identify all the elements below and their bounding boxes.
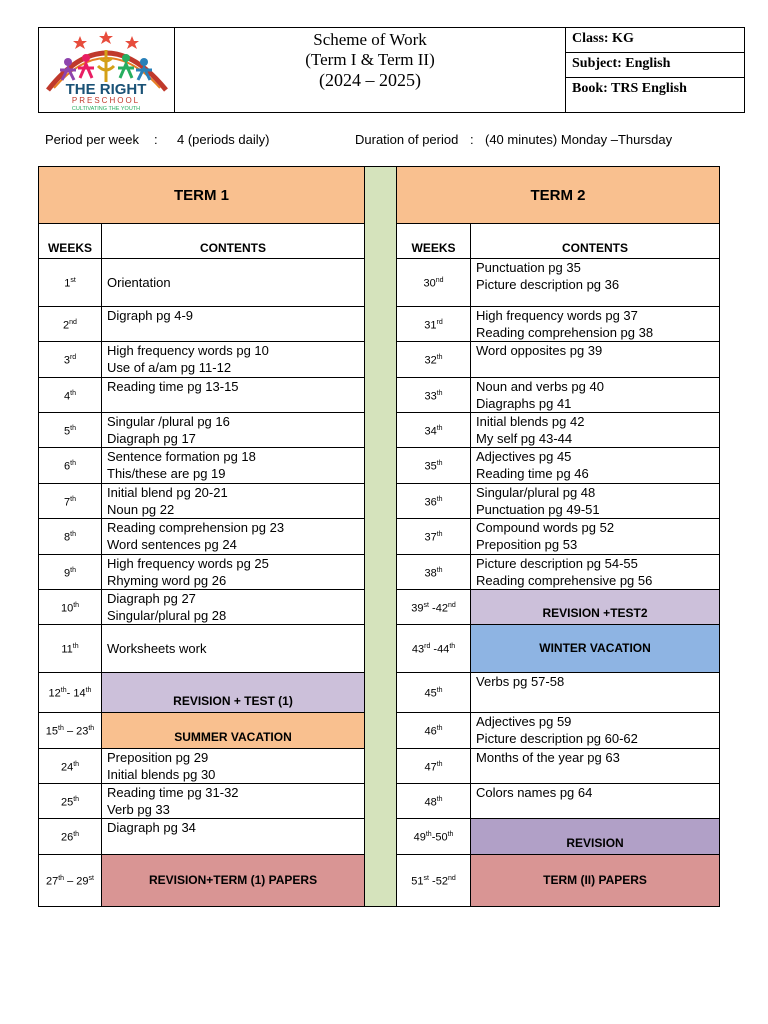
term2-week-cell [397, 590, 471, 625]
term2-event-cell: REVISION [471, 819, 720, 855]
week-number: 6 [64, 460, 71, 473]
content-line: Singular/plural pg 28 [107, 608, 227, 623]
content-line: Digraph pg 4-9 [107, 308, 193, 323]
content-line: High frequency words pg 25 [107, 556, 269, 571]
content-line: Noun and verbs pg 40 [476, 379, 604, 394]
week-number: 43 [411, 643, 425, 656]
term2-week-cell [397, 625, 471, 673]
term2-week-cell [397, 307, 471, 342]
week-number: 48 [424, 796, 437, 809]
week-suffix: th [436, 354, 443, 362]
week-number: – 23 [63, 725, 89, 738]
content-line: Verb pg 33 [107, 802, 170, 817]
week-number: - 14 [66, 687, 86, 700]
logo-tagline: CULTIVATING THE YOUTH [71, 106, 141, 112]
week-number: 37 [424, 531, 437, 544]
term2-event-cell: TERM (II) PAPERS [471, 855, 720, 907]
content-line: Verbs pg 57-58 [476, 674, 565, 689]
period-label: Period per week [45, 132, 139, 147]
term-divider [365, 167, 397, 907]
week-number: 39 [411, 602, 424, 615]
term1-contents-cell [102, 413, 365, 448]
content-line: Punctuation pg 49-51 [476, 502, 600, 517]
week-suffix: th [70, 389, 76, 397]
term1-contents-cell [102, 484, 365, 519]
term2-week-cell [397, 784, 471, 819]
content-line: Word opposites pg 39 [476, 343, 603, 358]
period-separator: : [154, 132, 158, 147]
week-suffix: th [73, 760, 80, 768]
week-suffix: th [85, 687, 92, 695]
term1-week-cell [39, 259, 102, 307]
week-number: -44 [430, 643, 450, 656]
week-suffix: th [436, 725, 443, 733]
week-number: 11 [61, 643, 73, 656]
week-number: 35 [424, 460, 437, 473]
content-line: Picture description pg 60-62 [476, 731, 638, 746]
content-line: Singular/plural pg 48 [476, 485, 596, 500]
content-line: Diagraphs pg 41 [476, 396, 572, 411]
term1-week-cell [39, 413, 102, 448]
content-line: Reading time pg 46 [476, 466, 589, 481]
term2-contents-cell [471, 784, 720, 819]
term2-week-cell [397, 555, 471, 590]
week-suffix: rd [69, 354, 77, 362]
duration-separator: : [470, 132, 474, 147]
term2-contents-cell [471, 673, 720, 713]
week-number: 49 [413, 831, 426, 844]
term2-week-cell [397, 819, 471, 855]
content-line: Rhyming word pg 26 [107, 573, 227, 588]
week-suffix: th [60, 687, 67, 695]
week-number: 33 [424, 390, 437, 403]
term1-contents-cell [102, 448, 365, 484]
term1-event-cell: SUMMER VACATION [102, 713, 365, 749]
term2-week-cell [397, 342, 471, 378]
content-line: Picture description pg 36 [476, 277, 620, 292]
term1-event-cell: REVISION + TEST (1) [102, 673, 365, 713]
title-line-1: Scheme of Work [313, 30, 427, 49]
content-line: Diagraph pg 17 [107, 431, 196, 446]
term1-contents-cell [102, 749, 365, 784]
term1-week-cell [39, 378, 102, 413]
week-number: 10 [60, 602, 74, 615]
term2-week-cell [397, 673, 471, 713]
title-line-2: (Term I & Term II) [305, 50, 435, 69]
term2-contents-header: CONTENTS [471, 224, 720, 259]
week-number: 4 [64, 390, 71, 403]
book-label: Book: TRS English [572, 81, 687, 96]
class-label: Class: KG [566, 28, 744, 53]
term1-title: TERM 1 [39, 167, 365, 224]
week-suffix: th [449, 643, 456, 651]
week-suffix: th [436, 795, 443, 803]
term1-week-cell [39, 342, 102, 378]
week-suffix: st [70, 277, 76, 285]
week-suffix: nd [69, 318, 77, 326]
term2-week-cell [397, 484, 471, 519]
week-suffix: th [436, 460, 443, 468]
term2-week-cell [397, 448, 471, 484]
scheme-table [38, 166, 720, 907]
week-number: 5 [64, 425, 71, 438]
header-table [38, 27, 745, 113]
term1-contents-cell [102, 307, 365, 342]
term2-week-cell [397, 259, 471, 307]
term1-contents-cell [102, 819, 365, 855]
logo-cell [39, 28, 175, 113]
term2-contents-cell [471, 484, 720, 519]
week-number: 26 [60, 831, 74, 844]
term2-contents-cell [471, 713, 720, 749]
content-line: Colors names pg 64 [476, 785, 593, 800]
content-line: This/these are pg 19 [107, 466, 226, 481]
term1-week-cell [39, 307, 102, 342]
term1-week-cell [39, 749, 102, 784]
term2-week-cell [397, 713, 471, 749]
term2-contents-cell [471, 519, 720, 555]
term2-title: TERM 2 [397, 167, 720, 224]
duration-value: (40 minutes) Monday –Thursday [485, 132, 673, 147]
term1-week-cell [39, 590, 102, 625]
week-suffix: th [436, 760, 443, 768]
week-number: -50 [431, 831, 448, 844]
week-number: 38 [424, 567, 437, 580]
term2-contents-cell [471, 259, 720, 307]
week-suffix: st [88, 875, 94, 883]
week-number: -52 [428, 875, 448, 888]
content-line: Reading comprehensive pg 56 [476, 573, 653, 588]
week-number: -42 [428, 602, 448, 615]
week-suffix: th [70, 424, 76, 432]
week-suffix: nd [447, 875, 456, 883]
logo-top-text: THE RIGHT [65, 81, 147, 98]
week-suffix: th [73, 795, 80, 803]
term2-week-cell [397, 413, 471, 448]
week-number: 15 [45, 725, 59, 738]
week-number: 34 [424, 425, 437, 438]
content-line: High frequency words pg 10 [107, 343, 269, 358]
term1-week-cell [39, 625, 102, 673]
week-suffix: th [436, 424, 443, 432]
week-suffix: th [73, 831, 80, 839]
term2-contents-cell [471, 378, 720, 413]
term1-contents-cell [102, 555, 365, 590]
subject-label: Subject: English [566, 53, 744, 78]
week-suffix: th [72, 643, 79, 651]
term1-week-cell [39, 784, 102, 819]
week-suffix: th [88, 725, 95, 733]
content-line: Use of a/am pg 11-12 [107, 360, 232, 375]
term1-contents-cell [102, 784, 365, 819]
week-suffix: th [436, 687, 443, 695]
term2-week-cell [397, 855, 471, 907]
content-line: Months of the year pg 63 [476, 750, 620, 765]
week-suffix: nd [447, 601, 456, 609]
week-number: 9 [64, 567, 71, 580]
content-line: High frequency words pg 37 [476, 308, 638, 323]
content-line: Initial blends pg 30 [107, 767, 216, 782]
content-line: Picture description pg 54-55 [476, 556, 638, 571]
week-suffix: th [70, 566, 76, 574]
content-line: Compound words pg 52 [476, 520, 615, 535]
duration-label: Duration of period [355, 132, 459, 147]
term2-contents-cell [471, 555, 720, 590]
term2-contents-cell [471, 307, 720, 342]
week-number: – 29 [64, 875, 89, 888]
content-line: Sentence formation pg 18 [107, 449, 256, 464]
week-number: 7 [64, 496, 71, 509]
term1-week-cell [39, 713, 102, 749]
week-suffix: st [423, 601, 429, 609]
week-suffix: th [447, 831, 454, 839]
term1-contents-cell [102, 519, 365, 555]
week-number: 45 [424, 687, 437, 700]
week-number: 27 [45, 875, 59, 888]
info-cell [566, 28, 745, 113]
week-number: 12 [48, 687, 61, 700]
term1-contents-cell [102, 625, 365, 673]
period-value: 4 (periods daily) [177, 132, 270, 147]
content-line: Orientation [107, 275, 171, 290]
term2-event-cell: WINTER VACATION [471, 625, 720, 673]
term2-contents-cell [471, 413, 720, 448]
week-suffix: rd [424, 643, 431, 651]
content-line: Punctuation pg 35 [476, 260, 581, 275]
term2-event-cell: REVISION +TEST2 [471, 590, 720, 625]
content-line: Preposition pg 29 [107, 750, 209, 765]
term1-week-cell [39, 673, 102, 713]
week-suffix: th [70, 531, 76, 539]
week-suffix: th [436, 389, 443, 397]
content-line: Worksheets work [107, 641, 207, 656]
content-line: Adjectives pg 59 [476, 714, 572, 729]
content-line: Reading time pg 13-15 [107, 379, 239, 394]
week-suffix: st [423, 875, 429, 883]
week-number: 2 [63, 319, 70, 332]
term2-week-cell [397, 749, 471, 784]
term2-contents-cell [471, 342, 720, 378]
content-line: My self pg 43-44 [476, 431, 573, 446]
term2-weeks-header: WEEKS [397, 224, 471, 259]
content-line: Reading comprehension pg 38 [476, 325, 654, 340]
term1-contents-cell [102, 378, 365, 413]
term1-week-cell [39, 819, 102, 855]
content-line: Diagraph pg 34 [107, 820, 196, 835]
week-suffix: th [436, 495, 443, 503]
week-suffix: rd [436, 318, 443, 326]
week-number: 1 [64, 277, 71, 290]
week-number: 24 [60, 761, 74, 774]
content-line: Initial blends pg 42 [476, 414, 585, 429]
week-number: 46 [424, 725, 437, 738]
content-line: Noun pg 22 [107, 502, 175, 517]
logo-middle-text: PRESCHOOL [71, 96, 141, 105]
week-suffix: th [436, 566, 443, 574]
week-number: 36 [424, 496, 437, 509]
term2-week-cell [397, 519, 471, 555]
term1-contents-cell [102, 342, 365, 378]
term1-week-cell [39, 555, 102, 590]
week-suffix: th [425, 831, 432, 839]
term2-week-cell [397, 378, 471, 413]
term1-week-cell [39, 855, 102, 907]
week-number: 25 [60, 796, 74, 809]
content-line: Singular /plural pg 16 [107, 414, 230, 429]
week-number: 47 [424, 761, 437, 774]
term1-contents-header: CONTENTS [102, 224, 365, 259]
week-suffix: th [58, 875, 65, 883]
title-cell [175, 28, 566, 113]
term1-week-cell [39, 484, 102, 519]
term2-contents-cell [471, 448, 720, 484]
week-number: 8 [64, 531, 71, 544]
term1-weeks-header: WEEKS [39, 224, 102, 259]
week-number: 3 [63, 354, 70, 367]
term1-contents-cell [102, 259, 365, 307]
content-line: Diagraph pg 27 [107, 591, 196, 606]
week-suffix: th [58, 725, 64, 733]
term1-week-cell [39, 519, 102, 555]
week-number: 32 [424, 354, 437, 367]
school-logo [40, 28, 173, 112]
term1-event-cell: REVISION+TERM (1) PAPERS [102, 855, 365, 907]
term1-contents-cell [102, 590, 365, 625]
week-suffix: th [70, 495, 76, 503]
content-line: Preposition pg 53 [476, 537, 578, 552]
week-number: 30 [423, 277, 436, 290]
week-suffix: th [436, 531, 443, 539]
term2-contents-cell [471, 749, 720, 784]
week-number: 31 [424, 319, 437, 332]
week-suffix: th [70, 460, 76, 468]
title-line-3: (2024 – 2025) [319, 70, 421, 90]
week-suffix: th [73, 601, 80, 609]
week-number: 51 [411, 875, 424, 888]
content-line: Word sentences pg 24 [107, 537, 237, 552]
content-line: Reading comprehension pg 23 [107, 520, 285, 535]
week-suffix: nd [435, 277, 444, 285]
content-line: Initial blend pg 20-21 [107, 485, 228, 500]
content-line: Adjectives pg 45 [476, 449, 572, 464]
term1-week-cell [39, 448, 102, 484]
content-line: Reading time pg 31-32 [107, 785, 239, 800]
